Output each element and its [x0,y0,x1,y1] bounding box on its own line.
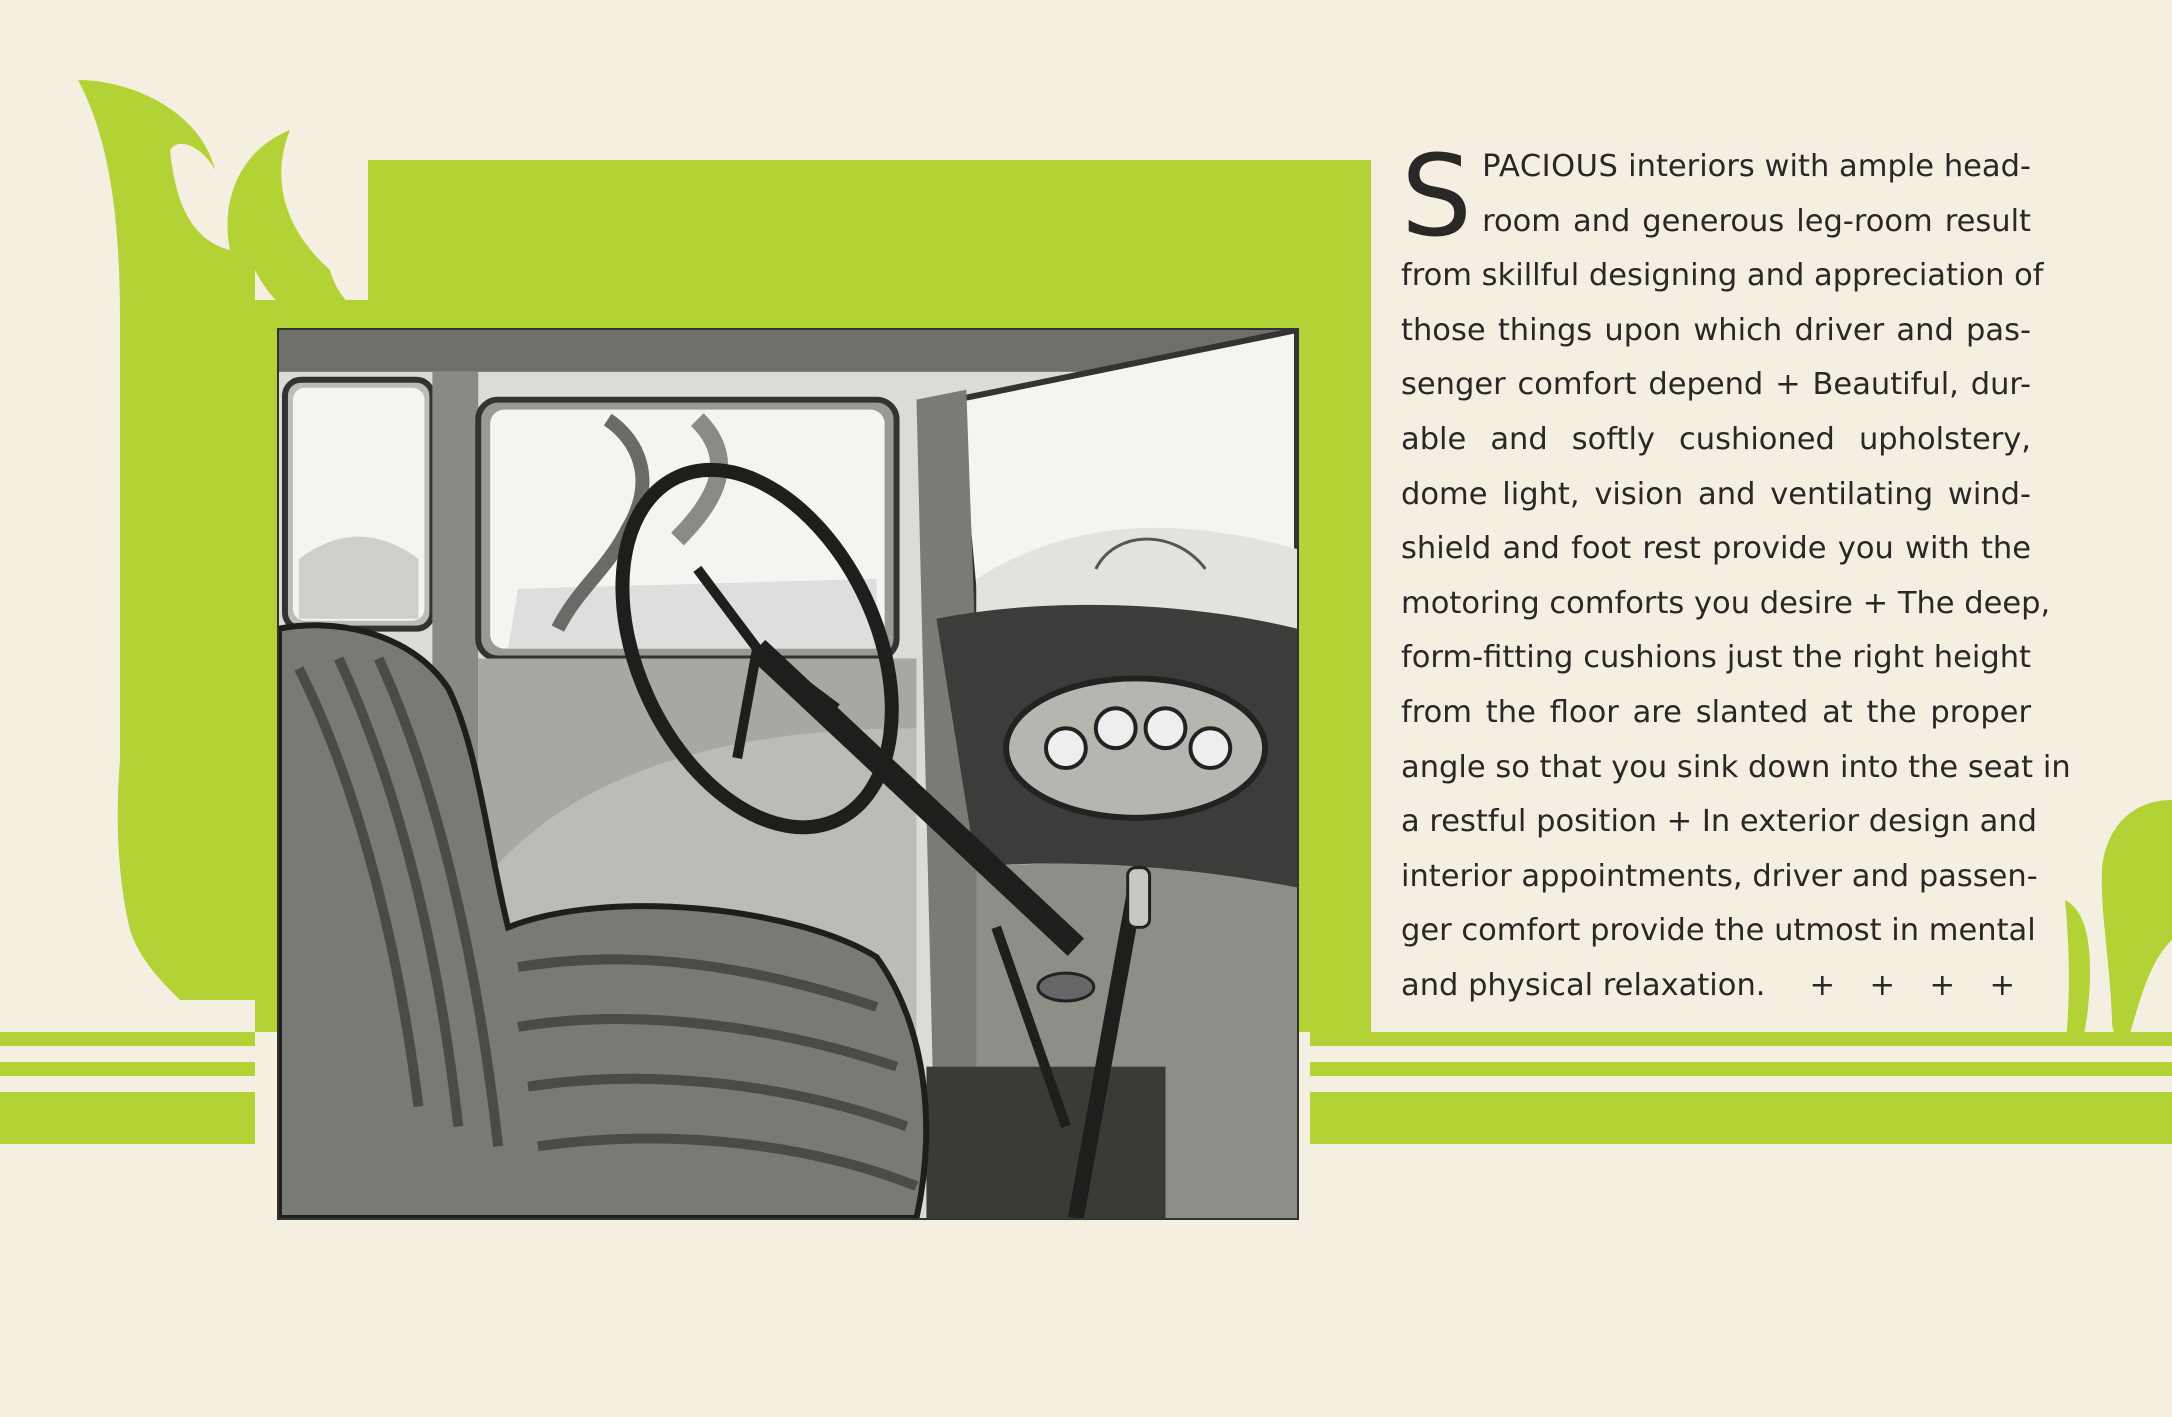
plus-ornament: + [1989,967,2016,1003]
plus-ornament: + [1809,967,1836,1003]
text-line-5: senger comfort depend + Beautiful, dur- [1401,367,2031,403]
text-line-9: motoring comforts you desire + The deep, [1401,585,2051,621]
plus-ornament: + [1869,967,1896,1003]
text-line-7: dome light, vision and ventilating wind- [1401,476,2031,512]
text-line-11: from the floor are slanted at the proper [1401,694,2031,730]
text-line-13: a restful position + In exterior design and [1401,804,2038,840]
text-line-14: interior appointments, driver and passen- [1401,858,2038,894]
plus-ornament: + [1929,967,1956,1003]
text-line-3: from skillful designing and appreciation of [1401,258,2044,294]
floor-mat [926,1067,1165,1218]
car-interior-illustration [277,328,1299,1220]
text-line-8: shield and foot rest provide you with the [1401,531,2031,567]
text-line-2: room and generous leg-room result [1482,203,2031,239]
lead-word: PACIOUS [1482,149,1619,184]
right-stripe-2 [1310,1062,2172,1076]
top-green-band [368,160,1371,306]
text-line-12: angle so that you sink down into the seat in [1401,749,2071,785]
left-stripe-3 [0,1092,255,1144]
text-line-4: those things upon which driver and pas- [1401,312,2031,348]
ornament-plusses [1809,959,2049,1014]
right-green-block [1299,160,1371,1032]
body-copy [1401,132,2071,1010]
text-line-1: PACIOUS interiors with ample head- [1482,149,2031,184]
text-line-6: able and softly cushioned upholstery, [1401,421,2031,457]
right-stripe-1 [1310,1032,2172,1046]
text-line-16: and physical relaxation. + + + + [1401,959,2031,1014]
right-leaf-ornament [2065,800,2172,1040]
drop-cap: S [1401,132,1473,262]
text-line-10: form-fitting cushions just the right height [1401,640,2031,676]
text-line-15: ger comfort provide the utmost in mental [1401,913,2036,949]
left-stripe-2 [0,1062,255,1076]
left-stripe-1 [0,1032,255,1046]
right-stripe-3 [1310,1092,2172,1144]
